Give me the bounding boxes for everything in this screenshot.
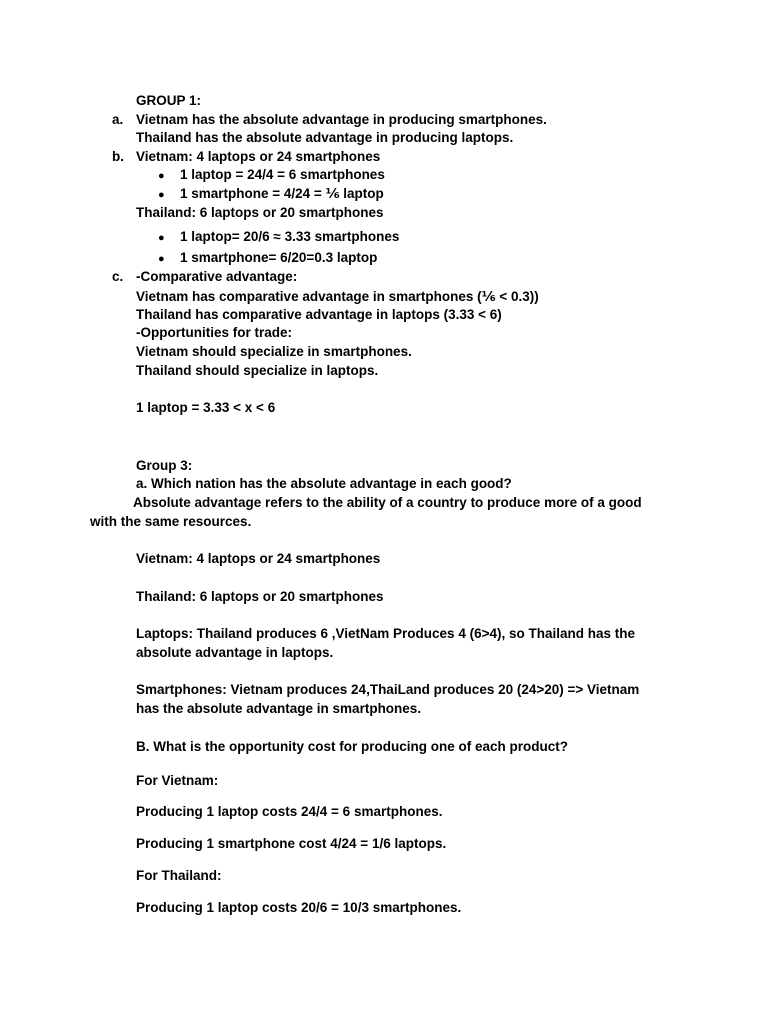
g3-vn-laptop-cost: Producing 1 laptop costs 24/4 = 6 smartphones. bbox=[136, 804, 443, 819]
g3-vietnam: Vietnam: 4 laptops or 24 smartphones bbox=[136, 551, 381, 566]
list-marker-c: c. bbox=[112, 269, 124, 284]
g1-c-line5: Vietnam should specialize in smartphones. bbox=[136, 344, 412, 359]
g3-thailand: Thailand: 6 laptops or 20 smartphones bbox=[136, 589, 384, 604]
g3-question-b: B. What is the opportunity cost for producing one of each product? bbox=[136, 739, 568, 754]
g1-c-line2: Vietnam has comparative advantage in smartphones (⅙ < 0.3)) bbox=[136, 289, 539, 304]
g3-smartphones-line2: has the absolute advantage in smartphones. bbox=[136, 701, 422, 716]
g3-th-laptop-cost: Producing 1 laptop costs 20/6 = 10/3 smartphones. bbox=[136, 900, 462, 915]
g1-a-line2: Thailand has the absolute advantage in producing laptops. bbox=[136, 130, 514, 145]
group1-heading: GROUP 1: bbox=[136, 93, 202, 108]
g3-definition-line1: Absolute advantage refers to the ability of a country to produce more of a good bbox=[133, 495, 642, 510]
g1-b-th-bullet1: 1 laptop= 20/6 ≈ 3.33 smartphones bbox=[180, 229, 400, 244]
g3-for-vietnam: For Vietnam: bbox=[136, 773, 219, 788]
g3-smartphones-line1: Smartphones: Vietnam produces 24,ThaiLand produces 20 (24>20) => Vietnam bbox=[136, 682, 640, 697]
bullet-icon: ● bbox=[158, 170, 165, 182]
g1-b-vn-bullet1: 1 laptop = 24/4 = 6 smartphones bbox=[180, 167, 385, 182]
list-marker-a: a. bbox=[112, 112, 124, 127]
list-marker-b: b. bbox=[112, 149, 124, 164]
g1-b-th-bullet2: 1 smartphone= 6/20=0.3 laptop bbox=[180, 250, 378, 265]
g1-b-thailand: Thailand: 6 laptops or 20 smartphones bbox=[136, 205, 384, 220]
g1-b-vn-bullet2: 1 smartphone = 4/24 = ⅙ laptop bbox=[180, 186, 384, 201]
g3-laptops-line2: absolute advantage in laptops. bbox=[136, 645, 334, 660]
group3-heading: Group 3: bbox=[136, 458, 193, 473]
g3-vn-smartphone-cost: Producing 1 smartphone cost 4/24 = 1/6 laptops. bbox=[136, 836, 447, 851]
g3-definition-line2: with the same resources. bbox=[90, 514, 252, 529]
g1-b-vietnam: Vietnam: 4 laptops or 24 smartphones bbox=[136, 149, 381, 164]
g3-question-a: a. Which nation has the absolute advantage in each good? bbox=[136, 476, 512, 491]
bullet-icon: ● bbox=[158, 232, 165, 244]
g3-for-thailand: For Thailand: bbox=[136, 868, 222, 883]
g1-trade-range: 1 laptop = 3.33 < x < 6 bbox=[136, 400, 276, 415]
g1-c-line1: -Comparative advantage: bbox=[136, 269, 298, 284]
g1-a-line1: Vietnam has the absolute advantage in producing smartphones. bbox=[136, 112, 547, 127]
g1-c-line3: Thailand has comparative advantage in laptops (3.33 < 6) bbox=[136, 307, 502, 322]
g1-c-line4: -Opportunities for trade: bbox=[136, 325, 292, 340]
bullet-icon: ● bbox=[158, 189, 165, 201]
g1-c-line6: Thailand should specialize in laptops. bbox=[136, 363, 379, 378]
g3-laptops-line1: Laptops: Thailand produces 6 ,VietNam Produces 4 (6>4), so Thailand has the bbox=[136, 626, 635, 641]
bullet-icon: ● bbox=[158, 253, 165, 265]
